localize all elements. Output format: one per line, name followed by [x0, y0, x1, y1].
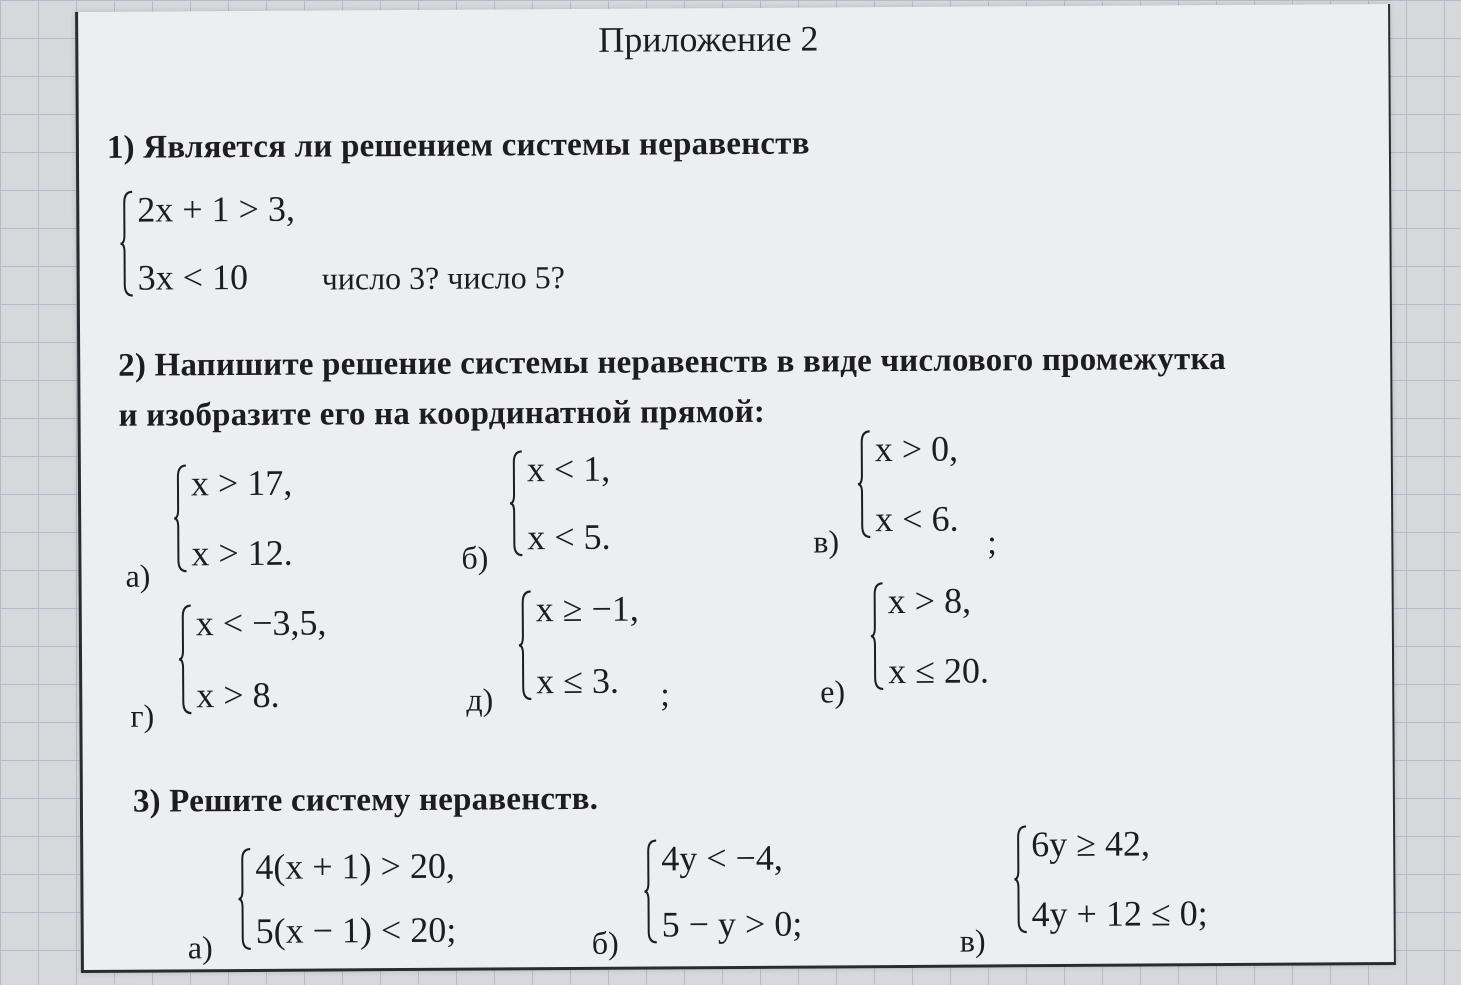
- task2-item-a-system: [173, 463, 293, 574]
- task2-item-v-system: [857, 429, 959, 540]
- task1-system: [119, 189, 295, 298]
- task2-item-v-label: в): [813, 523, 840, 560]
- brace-icon: [643, 838, 658, 944]
- brace-icon: [509, 449, 524, 557]
- task2-item-d-line-2: x ≤ 3.: [536, 660, 620, 702]
- brace-icon: [178, 603, 193, 715]
- task2-item-b-system: [509, 449, 611, 558]
- task2-item-e-system: [870, 580, 989, 691]
- task3-item-v-label: в): [959, 922, 986, 959]
- task1-line-2: 3x < 10: [137, 256, 249, 298]
- brace-icon: [1013, 824, 1028, 934]
- task2-item-g-line-2: x > 8.: [196, 674, 280, 716]
- task2-heading-line1: 2) Напишите решение системы неравенств в виде числового промежутка: [118, 341, 1227, 384]
- task2-item-g-label: г): [130, 697, 155, 734]
- worksheet: [75, 4, 1396, 973]
- task2-item-v-line-1: x > 0,: [874, 428, 959, 470]
- task2-item-d-system: [518, 589, 640, 702]
- task2-item-d-label: д): [466, 681, 494, 718]
- task3-item-b-line-1: 4y < −4,: [661, 837, 783, 879]
- brace-icon: [119, 190, 134, 298]
- task2-item-g-line-1: x < −3,5,: [195, 602, 327, 644]
- task2-item-v-line-2: x < 6.: [875, 498, 959, 540]
- task2-heading-line2: и изобразите его на координатной прямой:: [118, 393, 766, 434]
- task3-item-b-label: б): [591, 924, 619, 961]
- brace-icon: [518, 589, 533, 701]
- page-title: Приложение 2: [598, 18, 819, 60]
- task3-item-a-label: а): [187, 929, 213, 966]
- task2-item-a-label: а): [125, 557, 151, 594]
- task2-item-a-line-1: x > 17,: [190, 462, 293, 504]
- task3-item-v-line-2: 4y + 12 ≤ 0;: [1031, 893, 1208, 935]
- task3-item-a-line-2: 5(x − 1) < 20;: [255, 909, 457, 951]
- brace-icon: [237, 847, 252, 951]
- task3-item-v-system: [1013, 823, 1208, 934]
- task2-item-e-line-2: x ≤ 20.: [887, 650, 990, 692]
- task2-item-d-suffix: ;: [660, 676, 670, 714]
- task1-line-1: 2x + 1 > 3,: [137, 188, 296, 230]
- brace-icon: [857, 429, 872, 539]
- task2-item-v-suffix: ;: [987, 524, 997, 562]
- task2-item-a-line-2: x > 12.: [191, 532, 293, 574]
- brace-icon: [173, 463, 188, 573]
- task2-item-b-line-2: x < 5.: [527, 516, 611, 558]
- task3-item-a-line-1: 4(x + 1) > 20,: [255, 845, 456, 887]
- task3-item-a-system: [237, 846, 456, 951]
- task2-item-d-line-1: x ≥ −1,: [535, 588, 639, 630]
- task3-item-b-system: [643, 838, 802, 945]
- task3-item-v-line-1: 6y ≥ 42,: [1031, 823, 1151, 865]
- task2-item-b-line-1: x < 1,: [526, 448, 611, 490]
- task2-item-e-line-1: x > 8,: [887, 580, 972, 622]
- brace-icon: [870, 581, 885, 691]
- task2-item-g-system: [178, 603, 327, 716]
- task1-question: число 3? число 5?: [321, 259, 566, 297]
- task2-item-b-label: б): [461, 539, 489, 576]
- task2-item-e-label: е): [820, 673, 846, 710]
- task3-item-b-line-2: 5 − y > 0;: [661, 903, 803, 945]
- task1-heading: 1) Является ли решением системы неравенств: [106, 125, 810, 166]
- task3-heading: 3) Решите систему неравенств.: [132, 780, 599, 820]
